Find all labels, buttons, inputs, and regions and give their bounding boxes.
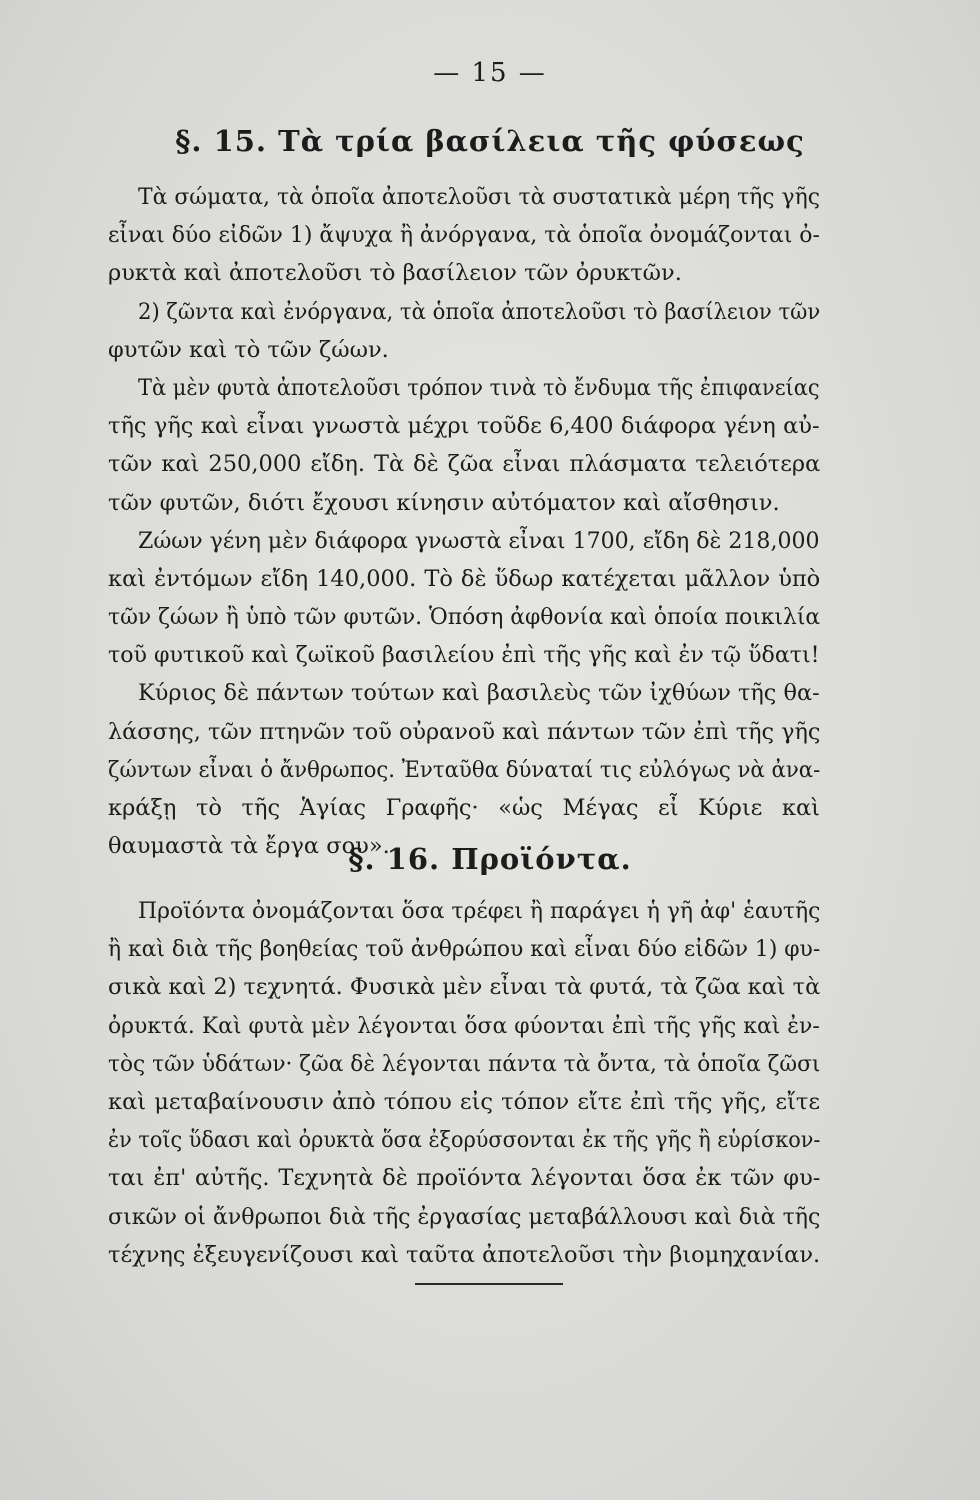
text-line: τῶν ζώων ἢ ὑπὸ τῶν φυτῶν. Ὁπόση ἀφθονία καὶ ὁποία ποικιλία bbox=[108, 604, 821, 631]
text-line: καὶ μεταβαίνουσιν ἀπὸ τόπου εἰς τόπον εἴτε ἐπὶ τῆς γῆς, εἴτε bbox=[108, 1088, 820, 1115]
text-line: ἢ καὶ διὰ τῆς βοηθείας τοῦ ἀνθρώπου καὶ εἶναι δύο εἰδῶν 1) φυ- bbox=[108, 936, 821, 963]
text-line: θαυμαστὰ τὰ ἔργα σου». bbox=[108, 833, 390, 860]
text-line: Τὰ σώματα, τὰ ὁποῖα ἀποτελοῦσι τὰ συστατικὰ μέρη τῆς γῆς bbox=[138, 184, 820, 210]
section-15-body bbox=[108, 178, 820, 865]
text-line: ται ἐπ' αὐτῆς. Τεχνητὰ δὲ προϊόντα λέγονται ὅσα ἐκ τῶν φυ- bbox=[108, 1165, 821, 1192]
text-line: τῶν φυτῶν, διότι ἔχουσι κίνησιν αὐτόματον καὶ αἴσθησιν. bbox=[108, 489, 780, 516]
text-line: τοῦ φυτικοῦ καὶ ζωϊκοῦ βασιλείου ἐπὶ τῆς γῆς καὶ ἐν τῷ ὕδατι! bbox=[108, 642, 820, 669]
text-line: ζώντων εἶναι ὁ ἄνθρωπος. Ἐνταῦθα δύναταί τις εὐλόγως νὰ ἀνα- bbox=[108, 756, 821, 783]
text-line: Κύριος δὲ πάντων τούτων καὶ βασιλεὺς τῶν ἰχθύων τῆς θα- bbox=[138, 680, 820, 707]
text-line: Τὰ μὲν φυτὰ ἀποτελοῦσι τρόπον τινὰ τὸ ἔνδυμα τῆς ἐπιφανείας bbox=[138, 374, 820, 401]
text-line: Ζώων γένη μὲν διάφορα γνωστὰ εἶναι 1700, εἴδη δὲ 218,000 bbox=[138, 527, 820, 554]
text-line: ρυκτὰ καὶ ἀποτελοῦσι τὸ βασίλειον τῶν ὀρυκτῶν. bbox=[108, 260, 682, 287]
text-line: κράξῃ τὸ τῆς Ἁγίας Γραφῆς· «ὡς Μέγας εἶ Κύριε καὶ bbox=[108, 795, 820, 821]
text-line: ἐν τοῖς ὕδασι καὶ ὀρυκτὰ ὅσα ἐξορύσσονται ἐκ τῆς γῆς ἢ εὑρίσκον- bbox=[108, 1127, 821, 1154]
text-line: τῶν καὶ 250,000 εἴδη. Τὰ δὲ ζῶα εἶναι πλάσματα τελειότερα bbox=[108, 451, 821, 478]
text-line: σικὰ καὶ 2) τεχνητά. Φυσικὰ μὲν εἶναι τὰ φυτά, τὰ ζῶα καὶ τὰ bbox=[108, 974, 821, 1001]
text-line: τῆς γῆς καὶ εἶναι γνωστὰ μέχρι τοῦδε 6,400 διάφορα γένη αὐ- bbox=[108, 413, 820, 440]
section-16-body bbox=[108, 892, 820, 1274]
text-line: λάσσης, τῶν πτηνῶν τοῦ οὐρανοῦ καὶ πάντων τῶν ἐπὶ τῆς γῆς bbox=[108, 718, 821, 745]
text-line: 2) ζῶντα καὶ ἐνόργανα, τὰ ὁποῖα ἀποτελοῦσι τὸ βασίλειον τῶν bbox=[138, 298, 821, 325]
section-15-heading: §. 15. Τὰ τρία βασίλεια τῆς φύσεως bbox=[175, 124, 805, 158]
text-line: φυτῶν καὶ τὸ τῶν ζώων. bbox=[108, 336, 389, 363]
section-16-heading: §. 16. Προϊόντα. bbox=[348, 842, 632, 876]
text-line: τὸς τῶν ὑδάτων· ζῶα δὲ λέγονται πάντα τὰ ὄντα, τὰ ὁποῖα ζῶσι bbox=[108, 1050, 821, 1077]
page-number: — 15 — bbox=[433, 58, 547, 88]
text-line: Προϊόντα ὀνομάζονται ὅσα τρέφει ἢ παράγει ἡ γῆ ἀφ' ἑαυτῆς bbox=[138, 898, 821, 924]
text-line: εἶναι δύο εἰδῶν 1) ἄψυχα ἢ ἀνόργανα, τὰ ὁποῖα ὀνομάζονται ὀ- bbox=[108, 222, 820, 249]
text-line: καὶ ἐντόμων εἴδη 140,000. Τὸ δὲ ὕδωρ κατέχεται μᾶλλον ὑπὸ bbox=[108, 565, 821, 592]
closing-rule bbox=[415, 1283, 563, 1285]
text-line: ὀρυκτά. Καὶ φυτὰ μὲν λέγονται ὅσα φύονται ἐπὶ τῆς γῆς καὶ ἐν- bbox=[108, 1012, 820, 1039]
text-line: τέχνης ἐξευγενίζουσι καὶ ταῦτα ἀποτελοῦσι τὴν βιομηχανίαν. bbox=[108, 1241, 821, 1268]
text-line: σικῶν οἱ ἄνθρωποι διὰ τῆς ἐργασίας μεταβάλλουσι καὶ διὰ τῆς bbox=[108, 1203, 821, 1230]
